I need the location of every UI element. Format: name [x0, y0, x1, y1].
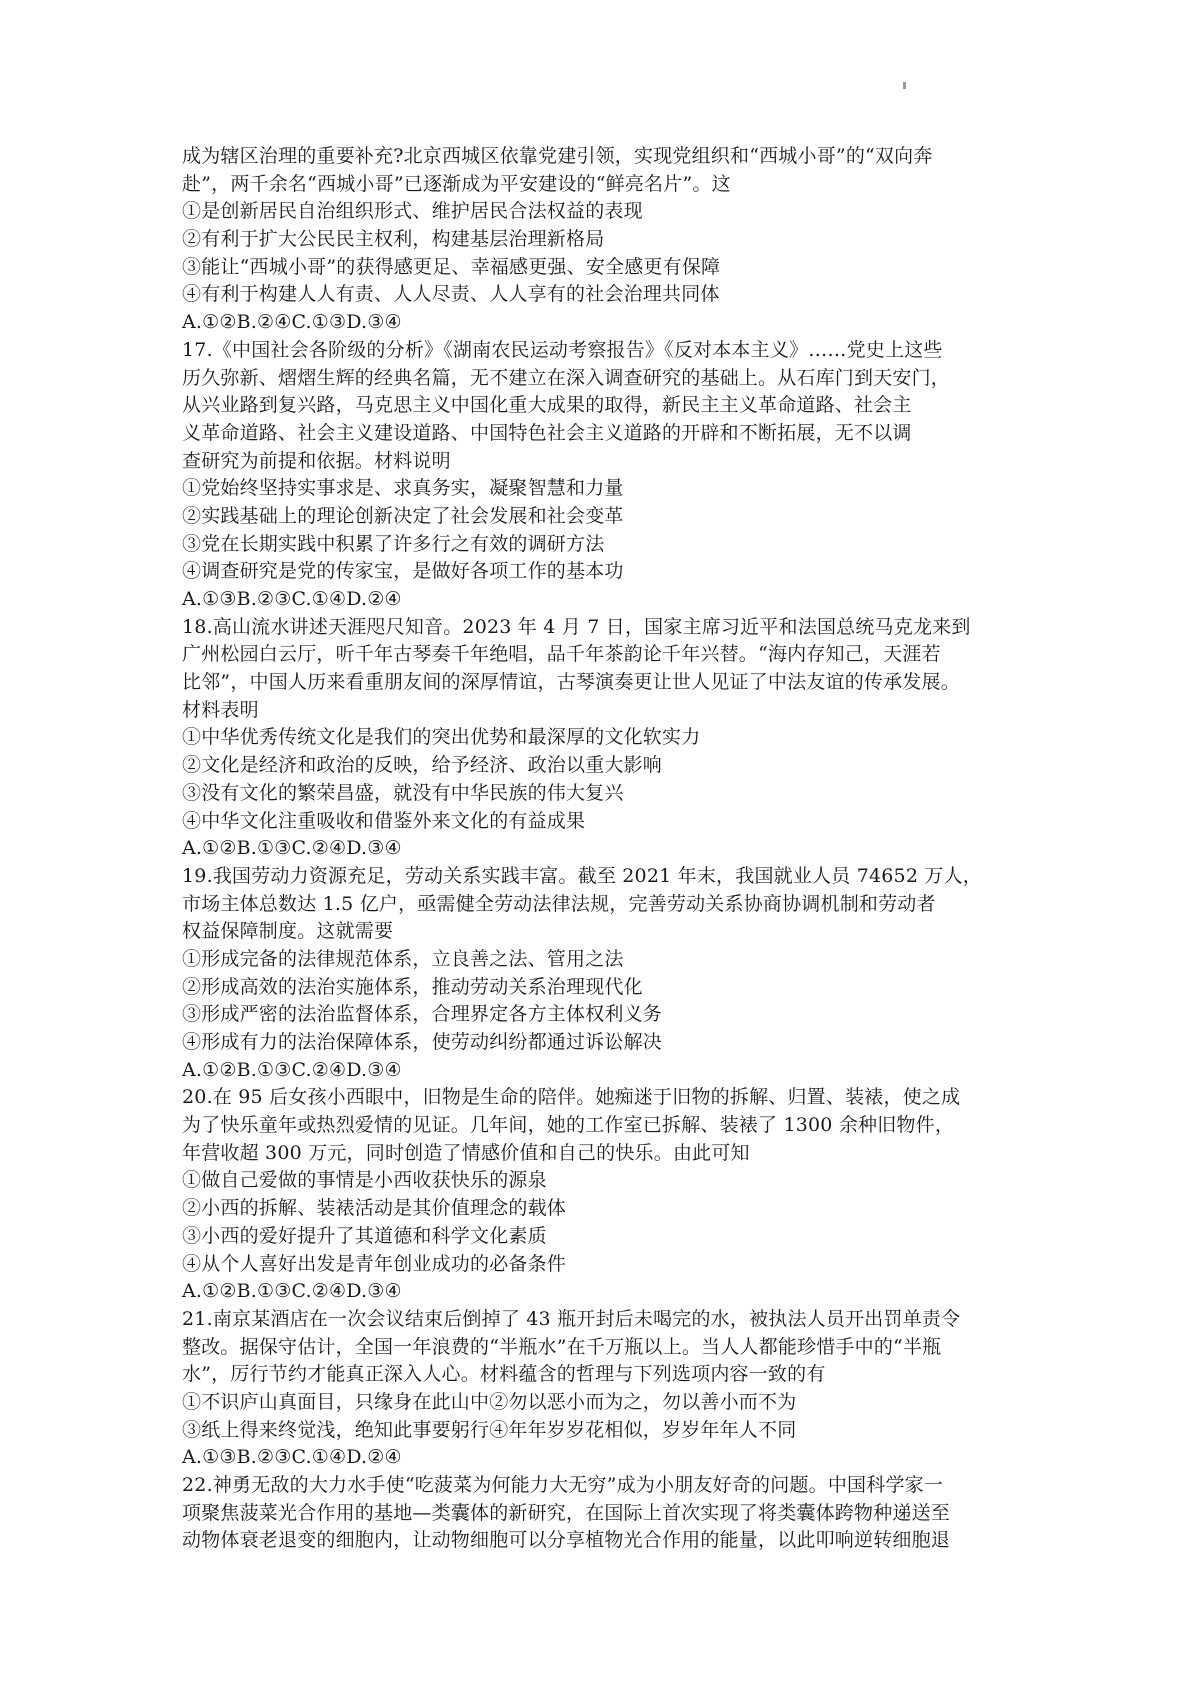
text-line: A.①②B.①③C.②④D.③④ — [182, 1280, 402, 1303]
text-line: ④从个人喜好出发是青年创业成功的必备条件 — [182, 1252, 567, 1275]
text-line: 20.在 95 后女孩小西眼中，旧物是生命的陪伴。她痴迷于旧物的拆解、归置、装裱，使之成 — [182, 1086, 961, 1109]
text-line: 从兴业路到复兴路，马克思主义中国化重大成果的取得，新民主主义革命道路、社会主 — [182, 394, 912, 417]
text-line: 18.高山流水讲述天涯咫尺知音。2023 年 4 月 7 日，国家主席习近平和法国总统马克龙来到 — [182, 615, 971, 638]
text-line: ②形成高效的法治实施体系，推动劳动关系治理现代化 — [182, 975, 643, 998]
text-line: ①是创新居民自治组织形式、维护居民合法权益的表现 — [182, 200, 643, 223]
text-line: A.①③B.②③C.①④D.②④ — [182, 1446, 402, 1469]
text-line: ②实践基础上的理论创新决定了社会发展和社会变革 — [182, 504, 624, 527]
text-line: 成为辖区治理的重要补充?北京西城区依靠党建引领，实现党组织和“西城小哥”的“双向奔 — [182, 145, 933, 167]
text-line: 广州松园白云厅，听千年古琴奏千年绝唱，品千年茶韵论千年兴替。“海内存知己，天涯若 — [182, 643, 941, 666]
text-line: ①形成完备的法律规范体系，立良善之法、管用之法 — [182, 947, 624, 970]
text-line: 义革命道路、社会主义建设道路、中国特色社会主义道路的开辟和不断拓展，无不以调 — [182, 421, 912, 444]
text-line: ①党始终坚持实事求是、求真务实，凝聚智慧和力量 — [182, 477, 624, 500]
text-line: 22.神勇无敌的大力水手使“吃菠菜为何能力大无穷”成为小朋友好奇的问题。中国科学家一 — [182, 1474, 944, 1496]
document-page — [182, 143, 1042, 1555]
text-line: ③没有文化的繁荣昌盛，就没有中华民族的伟大复兴 — [182, 781, 624, 804]
text-line: 赴”，两千余名“西城小哥”已逐渐成为平安建设的“鲜亮名片”。这 — [182, 172, 731, 195]
text-line: 年营收超 300 万元，同时创造了情感价值和自己的快乐。由此可知 — [182, 1141, 750, 1164]
text-line: ①不识庐山真面目，只缘身在此山中②勿以恶小而为之，勿以善小而不为 — [182, 1390, 797, 1413]
text-line: 动物体衰老退变的细胞内，让动物细胞可以分享植物光合作用的能量，以此叩响逆转细胞退 — [182, 1529, 951, 1552]
text-line: 材料表明 — [182, 698, 259, 721]
text-line: A.①②B.①③C.②④D.③④ — [182, 1058, 402, 1081]
text-line: 历久弥新、熠熠生辉的经典名篇，无不建立在深入调查研究的基础上。从石库门到天安门， — [182, 366, 951, 389]
text-line: A.①②B.①③C.②④D.③④ — [182, 837, 402, 860]
text-line: 项聚焦菠菜光合作用的基地—类囊体的新研究，在国际上首次实现了将类囊体跨物种递送至 — [182, 1501, 951, 1524]
text-line: ②文化是经济和政治的反映，给予经济、政治以重大影响 — [182, 754, 663, 777]
text-line: ③能让“西城小哥”的获得感更足、幸福感更强、安全感更有保障 — [182, 255, 721, 278]
text-line: ④有利于构建人人有责、人人尽责、人人享有的社会治理共同体 — [182, 283, 720, 306]
text-line: 为了快乐童年或热烈爱情的见证。几年间，她的工作室已拆解、装裱了 1300 余种旧物件， — [182, 1114, 955, 1137]
text-line: ①中华优秀传统文化是我们的突出优势和最深厚的文化软实力 — [182, 726, 701, 749]
text-line: 权益保障制度。这就需要 — [182, 920, 394, 943]
text-line: A.①②B.②④C.①③D.③④ — [182, 311, 402, 334]
text-line: 17.《中国社会各阶级的分析》《湖南农民运动考察报告》《反对本本主义》……党史上这些 — [182, 338, 943, 361]
text-line: 市场主体总数达 1.5 亿户，亟需健全劳动法律法规，完善劳动关系协商协调机制和劳动者 — [182, 892, 936, 915]
text-line: 比邻”，中国人历来看重朋友间的深厚情谊，古琴演奏更让世人见证了中法友谊的传承发展。 — [182, 671, 960, 694]
text-line: ④形成有力的法治保障体系，使劳动纠纷都通过诉讼解决 — [182, 1031, 663, 1053]
scan-mark — [903, 82, 906, 89]
text-line: ③小西的爱好提升了其道德和科学文化素质 — [182, 1224, 547, 1247]
text-line: ④调查研究是党的传家宝，是做好各项工作的基本功 — [182, 560, 624, 583]
text-line: 21.南京某酒店在一次会议结束后倒掉了 43 瓶开封后未喝完的水，被执法人员开出罚单责令 — [182, 1307, 961, 1330]
text-line: A.①③B.②③C.①④D.②④ — [182, 588, 402, 610]
text-line: 查研究为前提和依据。材料说明 — [182, 449, 451, 472]
text-line: ②有利于扩大公民民主权利，构建基层治理新格局 — [182, 228, 605, 251]
text-line: ③形成严密的法治监督体系，合理界定各方主体权利义务 — [182, 1003, 663, 1026]
text-line: ①做自己爱做的事情是小西收获快乐的源泉 — [182, 1169, 547, 1192]
text-line: 整改。据保守估计，全国一年浪费的“半瓶水”在千万瓶以上。当人人都能珍惜手中的“半瓶 — [182, 1335, 942, 1358]
text-line: ④中华文化注重吸收和借鉴外来文化的有益成果 — [182, 809, 586, 832]
text-line: ②小西的拆解、装裱活动是其价值理念的载体 — [182, 1197, 567, 1220]
text-line: 19.我国劳动力资源充足，劳动关系实践丰富。截至 2021 年末，我国就业人员 74652 万人， — [182, 864, 982, 887]
text-line: ③党在长期实践中积累了许多行之有效的调研方法 — [182, 532, 605, 555]
text-line: 水”，厉行节约才能真正深入人心。材料蕴含的哲理与下列选项内容一致的有 — [182, 1363, 826, 1386]
text-line: ③纸上得来终觉浅，绝知此事要躬行④年年岁岁花相似，岁岁年年人不同 — [182, 1418, 797, 1441]
